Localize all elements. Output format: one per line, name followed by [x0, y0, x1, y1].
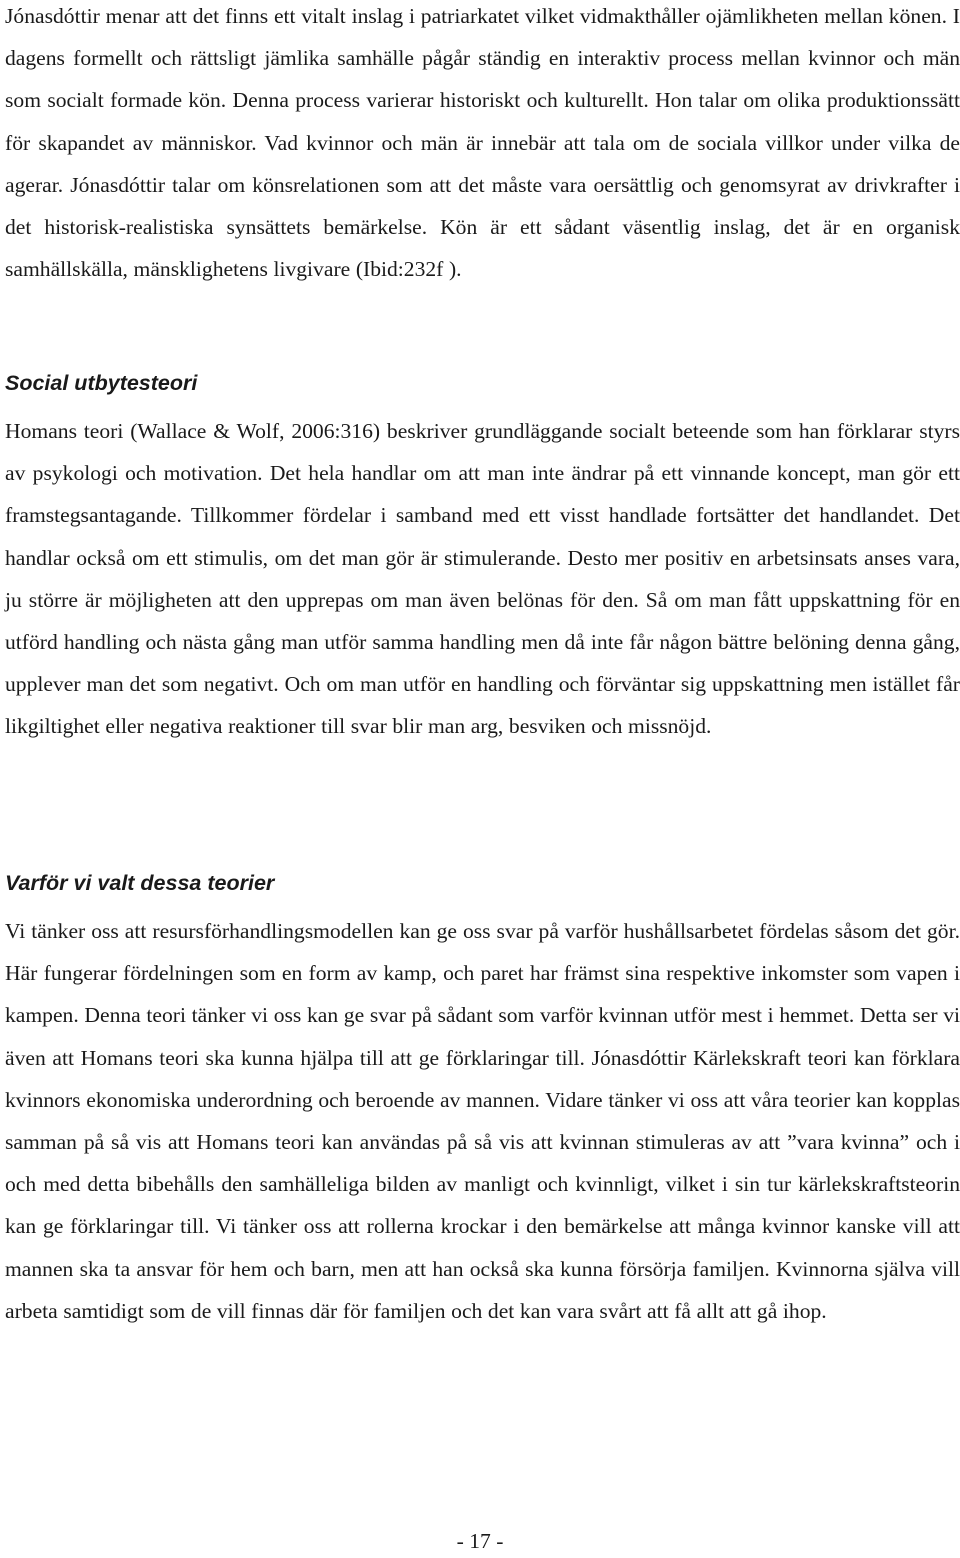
body-paragraph-homans: Homans teori (Wallace & Wolf, 2006:316) beskriver grundläggande socialt beteende som han förklarar styrs av psykologi och motivation. Det hela handlar om att man inte ändrar på ett vinnande koncept, man gör ett framstegsantagande. Tillkommer fördelar i samband med ett visst handlade fortsätter det handlandet. Det handlar också om ett stimulis, om det man gör är stimulerande. Desto mer positiv en arbetsinsats anses vara, ju större är möjligheten att den upprepas om man även belönas för den. Så om man fått uppskattning för en utförd handling och nästa gång man utför samma handling men då inte får någon bättre belöning denna gång, upplever man det som negativt. Och om man utför en handling och förväntar sig uppskattning men istället får likgiltighet eller negativa reaktioner till svar blir man arg, besviken och missnöjd. — [5, 419, 960, 739]
body-paragraph-intro: Jónasdóttir menar att det finns ett vitalt inslag i patriarkatet vilket vidmakthåller ojämlikheten mellan könen. I dagens formellt och rättsligt jämlika samhälle pågår ständig en interaktiv process mellan kvinnor och män som socialt formade kön. Denna process varierar historiskt och kulturellt. Hon talar om olika produktionssätt för skapandet av människor. Vad kvinnor och män är innebär att tala om de sociala villkor under vilka de agerar. Jónasdóttir talar om könsrelationen som att det måste vara oersättlig och genomsyrat av drivkrafter i det historisk-realistiska synsättets bemärkelse. Kön är ett sådant väsentlig inslag, det är en organisk samhällskälla, mänsklighetens livgivare (Ibid:232f ). — [5, 4, 960, 282]
page-number: - 17 - — [456, 1529, 504, 1553]
section-heading-varfor-teorier: Varför vi valt dessa teorier — [5, 871, 275, 895]
section-heading-social-utbytesteori: Social utbytesteori — [5, 371, 198, 395]
body-paragraph-motivation: Vi tänker oss att resursförhandlingsmodellen kan ge oss svar på varför hushållsarbetet fördelas såsom det gör. Här fungerar fördelningen som en form av kamp, och paret har främst sina respektive inkomster som vapen i kampen. Denna teori tänker vi oss kan ge svar på sådant som varför kvinnan utför mest i hemmet. Detta ser vi även att Homans teori ska kunna hjälpa till att ge förklaringar till. Jónasdóttir Kärlekskraft teori kan förklara kvinnors ekonomiska underordning och beroende av mannen. Vidare tänker vi oss att våra teorier kan kopplas samman på så vis att Homans teori kan användas på så vis att kvinnan stimuleras av att ”vara kvinna” och i och med detta bibehålls den samhälleliga bilden av manligt och kvinnligt, vilket i sin tur kärlekskraftsteorin kan ge förklaringar till. Vi tänker oss att rollerna krockar i den bemärkelse att många kvinnor kanske vill att mannen ska ta ansvar för hem och barn, men att han också ska kunna försörja familjen. Kvinnorna själva vill arbeta samtidigt som de vill finnas där för familjen och det kan vara svårt att få allt att gå ihop. — [5, 919, 960, 1323]
